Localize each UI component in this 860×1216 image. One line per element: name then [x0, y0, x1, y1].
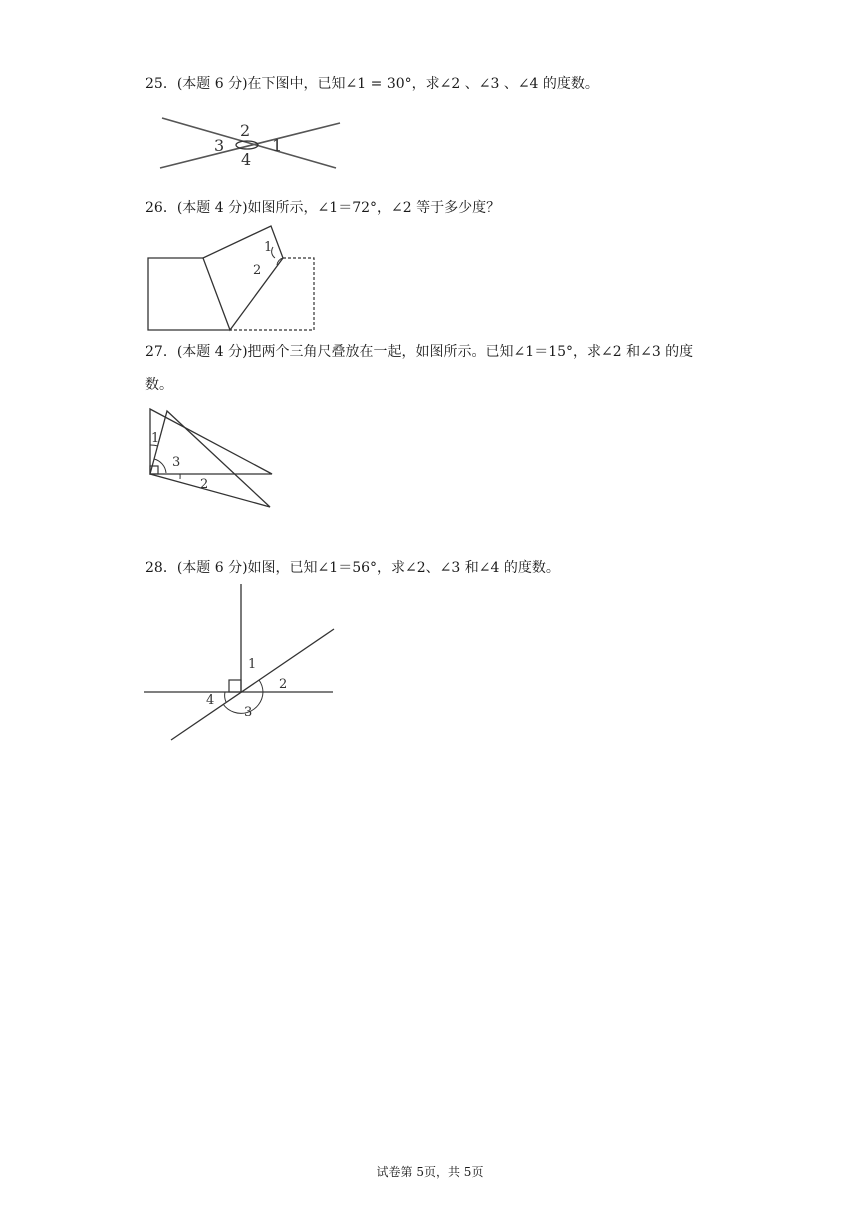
question-26	[145, 198, 500, 218]
question-text-line1: (本题 4 分)把两个三角尺叠放在一起，如图所示。已知∠1＝15°，求∠2 和∠3 的度	[176, 344, 694, 360]
figure-q28	[140, 580, 340, 745]
right-angle-mark	[229, 680, 241, 692]
rectangle-dotted-part	[230, 258, 314, 330]
angle-4-arc	[225, 692, 226, 702]
label-2: 2	[253, 263, 262, 278]
question-27-cont	[145, 375, 173, 395]
oblique-line	[171, 629, 334, 740]
triangle-ruler-a	[150, 409, 272, 474]
question-text: (本题 4 分)如图所示，∠1＝72°，∠2 等于多少度？	[176, 200, 501, 216]
label-2: 2	[200, 477, 209, 492]
question-25	[145, 74, 599, 94]
label-3: 3	[214, 136, 225, 155]
label-3: 3	[172, 455, 181, 470]
figure-q27	[140, 400, 280, 515]
question-text: (本题 6 分)如图，已知∠1＝56°，求∠2、∠3 和∠4 的度数。	[176, 560, 560, 576]
figure-q26	[140, 220, 330, 335]
label-2: 2	[240, 121, 251, 140]
label-3: 3	[244, 705, 253, 720]
angle-2-arc	[259, 680, 263, 692]
question-number: 26．	[145, 200, 177, 216]
label-4: 4	[206, 693, 215, 708]
page-footer: 试卷第 5页，共 5页	[376, 1165, 484, 1179]
triangle-ruler-b	[150, 411, 270, 507]
rectangle-left-part	[148, 258, 230, 330]
question-28	[145, 558, 560, 578]
question-text: (本题 6 分)在下图中，已知∠1 = 30°，求∠2 、∠3 、∠4 的度数。	[176, 76, 599, 92]
label-1: 1	[151, 431, 160, 446]
label-1: 1	[272, 136, 283, 155]
question-number: 28．	[145, 560, 177, 576]
figure-q25	[150, 110, 350, 174]
question-text-line2: 数。	[145, 377, 173, 393]
label-4: 4	[241, 150, 252, 169]
angle-3-arc	[223, 692, 263, 713]
question-27	[145, 342, 693, 362]
label-1: 1	[248, 657, 257, 672]
question-number: 27．	[145, 344, 177, 360]
label-1: 1	[264, 240, 273, 255]
question-number: 25．	[145, 76, 177, 92]
label-2: 2	[279, 677, 288, 692]
